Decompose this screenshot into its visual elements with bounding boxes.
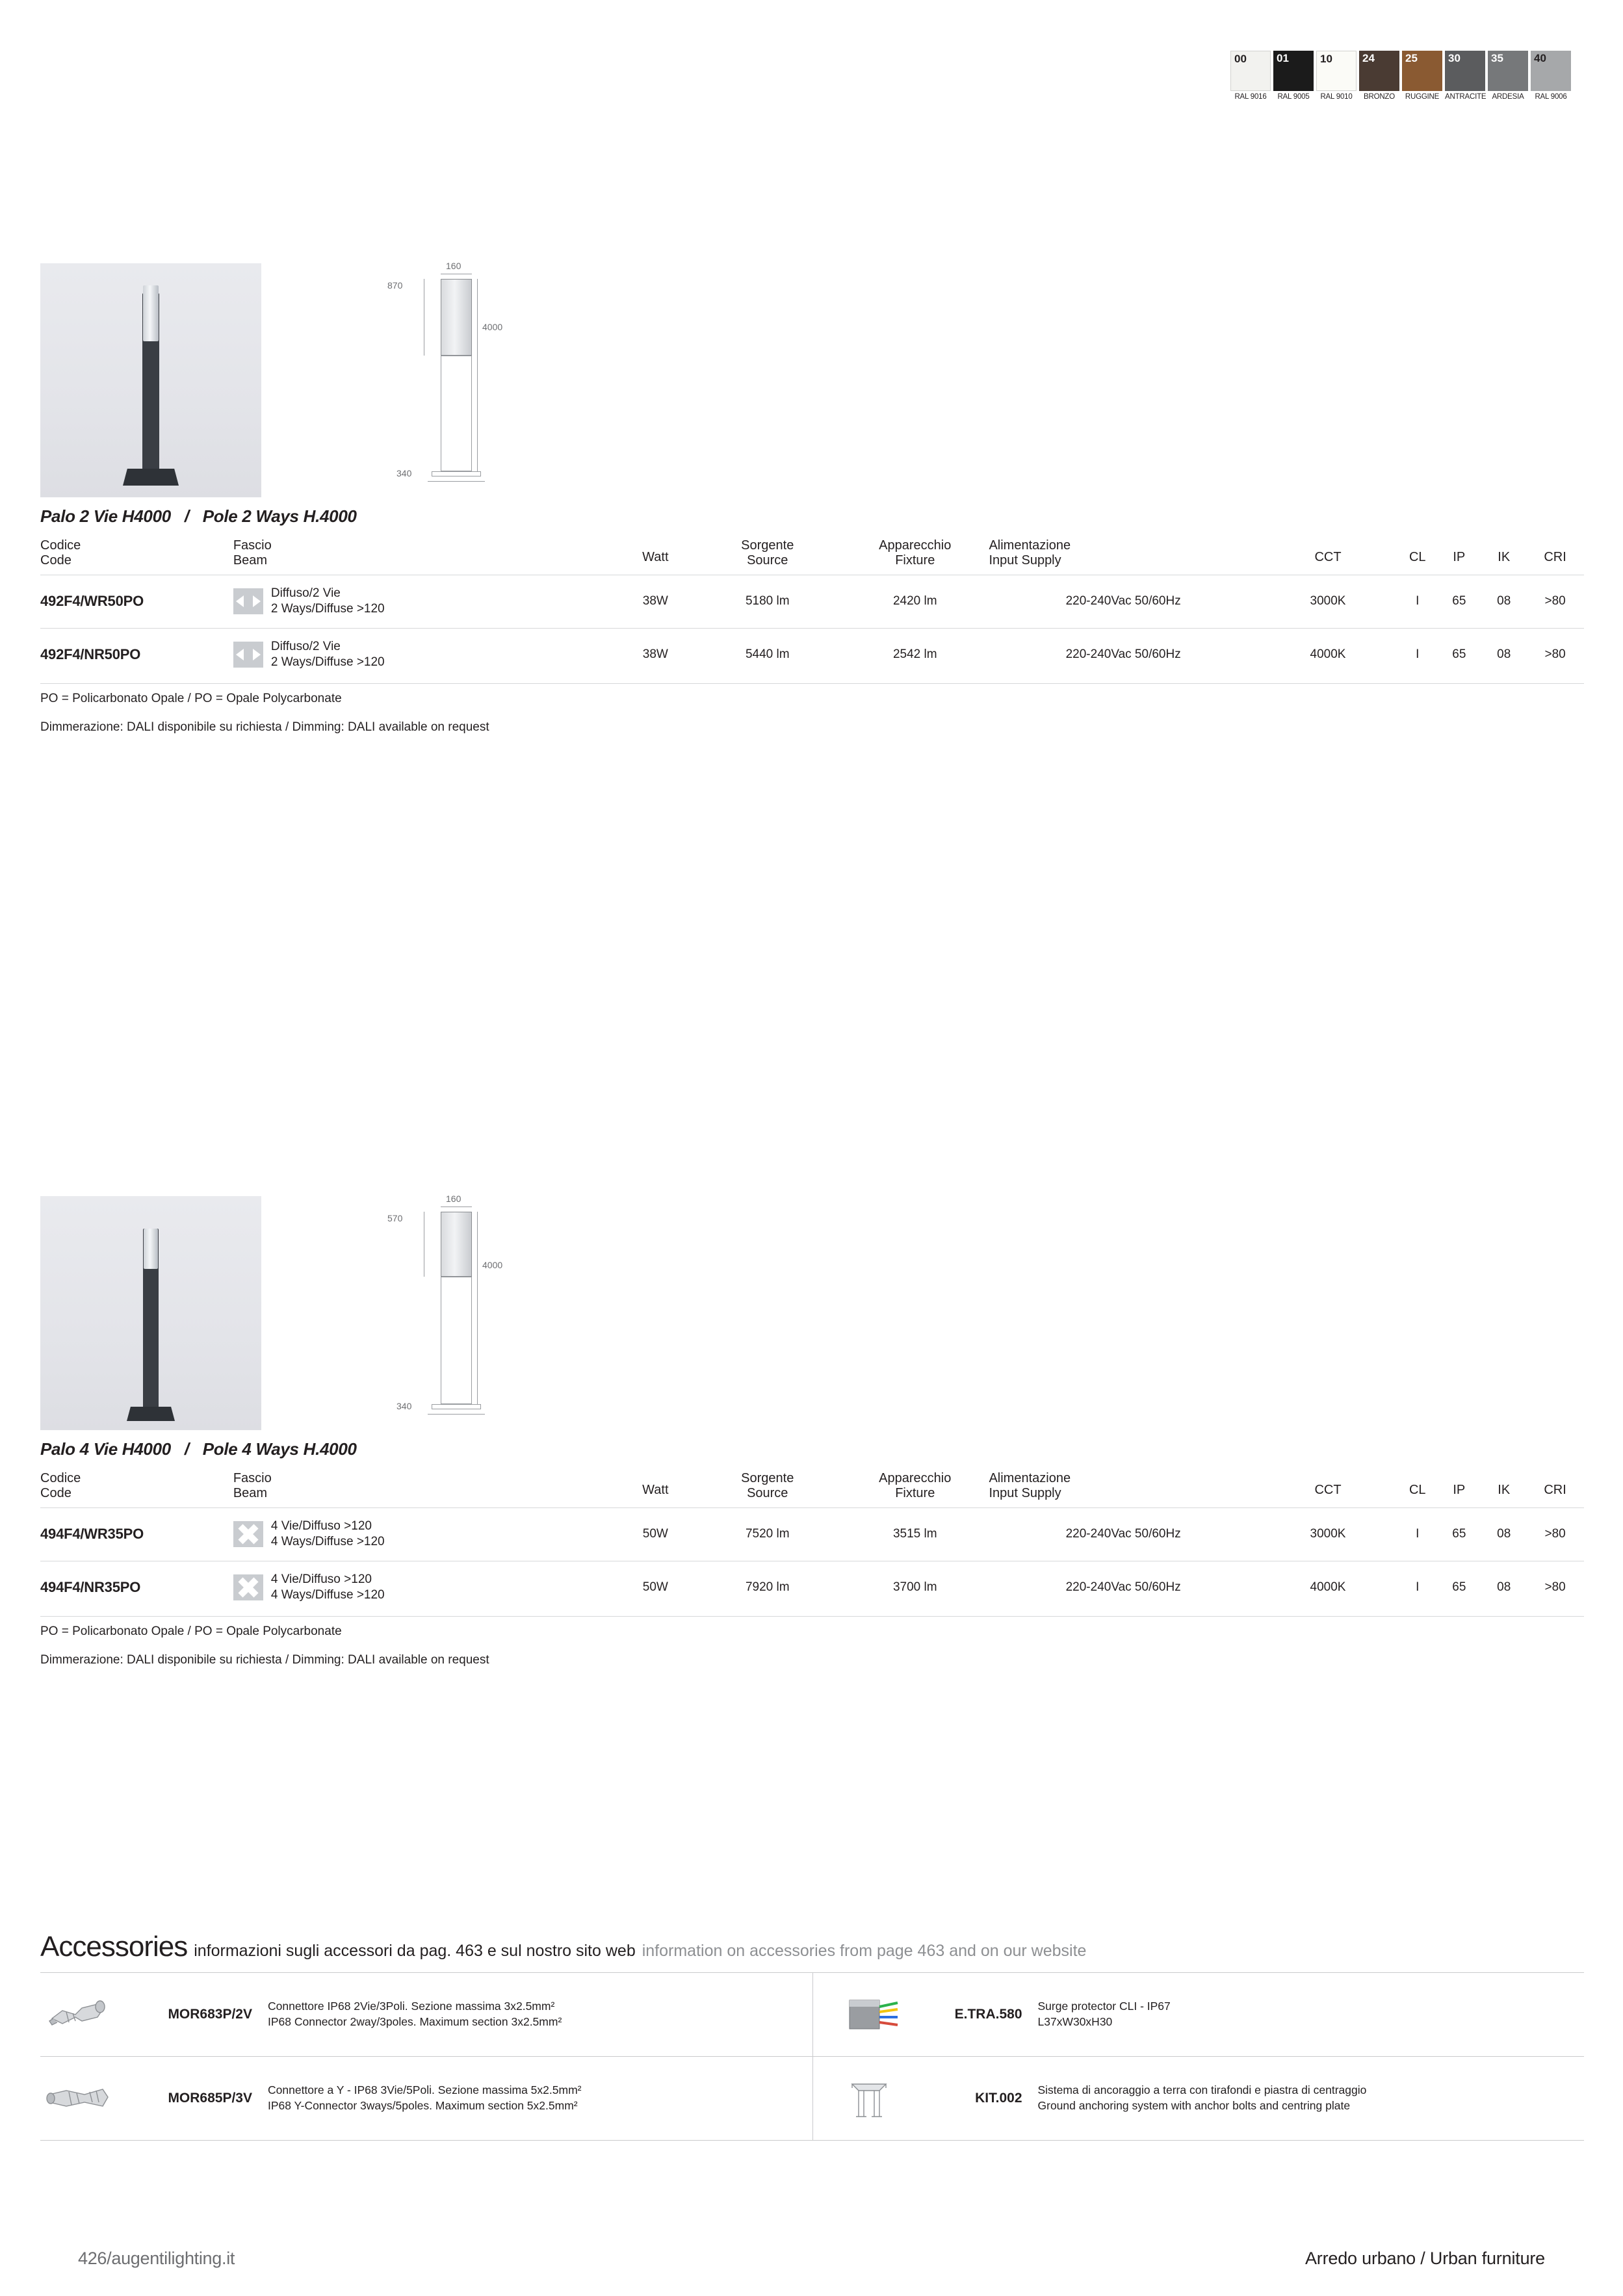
- cell-beam: [233, 628, 617, 681]
- accessory-cell: [812, 1973, 1585, 2056]
- cell-ik: 08: [1481, 1508, 1526, 1561]
- swatch-chip: [1488, 51, 1528, 91]
- cell-source: 5180 lm: [694, 575, 841, 629]
- th-ik: IK: [1498, 550, 1511, 564]
- cell-source: 5440 lm: [694, 628, 841, 681]
- product-title-it: Palo 2 Vie H4000: [40, 506, 171, 526]
- pole-base: [123, 469, 179, 486]
- accessory-description: [1038, 1999, 1171, 2029]
- technical-drawing: [359, 1190, 593, 1430]
- product-media-row: [40, 257, 1584, 497]
- accessory-desc-en: L37xW30xH30: [1037, 2015, 1113, 2028]
- beam-text: [271, 586, 385, 618]
- accessories-title: Accessories: [40, 1931, 188, 1963]
- pole-diffuser: [144, 1229, 158, 1269]
- cell-cri: >80: [1526, 1508, 1584, 1561]
- note-dimming: Dimmerazione: DALI disponibile su richiesta / Dimming: DALI available on request: [40, 1653, 489, 1667]
- accessory-desc-en: Ground anchoring system with anchor bolts and centring plate: [1037, 2099, 1351, 2112]
- product-notes: [40, 1616, 1584, 1675]
- beam-text-it: Diffuso/2 Vie: [270, 639, 341, 653]
- th-cl: CL: [1409, 1483, 1426, 1497]
- note-material: PO = Policarbonato Opale / PO = Opale Polycarbonate: [40, 1616, 1584, 1647]
- beam-text-en: 4 Ways/Diffuse >120: [270, 1535, 385, 1549]
- cell-watt: 38W: [617, 628, 694, 681]
- th-fixture-en: Fixture: [895, 1486, 935, 1500]
- drawing-dim-height: 4000: [482, 1260, 503, 1270]
- beam-4-ways-icon: [233, 1574, 263, 1600]
- beam-4-ways-icon: [233, 1521, 263, 1547]
- cell-cct: 4000K: [1258, 628, 1398, 681]
- drawing-dim-head: 870: [387, 280, 403, 291]
- cell-cl: I: [1398, 575, 1436, 629]
- drawing-column: [441, 1277, 472, 1404]
- th-supply: [989, 536, 1257, 575]
- accessory-cell: [812, 2057, 1585, 2140]
- th-fixture: [841, 1468, 989, 1508]
- beam-2-ways-icon: [233, 642, 263, 668]
- page-title: [40, 506, 1584, 527]
- th-beam: [233, 536, 617, 575]
- swatch-code: 00: [1234, 53, 1247, 65]
- product-title-it: Palo 4 Vie H4000: [40, 1439, 171, 1459]
- cell-supply: 220-240Vac 50/60Hz: [989, 1561, 1257, 1613]
- table-row: [40, 628, 1584, 681]
- swatch-chip: [1445, 51, 1485, 91]
- th-supply-it: Alimentazione: [989, 538, 1071, 553]
- accessory-code: MOR685P/3V: [168, 2091, 252, 2106]
- th-code-en: Code: [40, 553, 71, 567]
- cell-fixture: 3515 lm: [841, 1508, 989, 1561]
- th-beam: [233, 1468, 617, 1508]
- cell-source: 7520 lm: [694, 1508, 841, 1561]
- accessory-cell: [40, 1973, 812, 2056]
- beam-text-it: 4 Vie/Diffuso >120: [270, 1519, 372, 1533]
- accessory-desc-it: Surge protector CLI - IP67: [1037, 2000, 1171, 2013]
- technical-drawing: [359, 257, 593, 497]
- accessory-desc-it: Connettore IP68 2Vie/3Poli. Sezione massima 3x2.5mm²: [268, 2000, 555, 2013]
- swatch-10: [1316, 51, 1357, 101]
- accessory-desc-it: Connettore a Y - IP68 3Vie/5Poli. Sezione massima 5x2.5mm²: [268, 2083, 582, 2097]
- cell-cri: >80: [1526, 1561, 1584, 1613]
- cell-supply: 220-240Vac 50/60Hz: [989, 628, 1257, 681]
- accessory-desc-it: Sistema di ancoraggio a terra con tirafondi e piastra di centraggio: [1037, 2083, 1367, 2097]
- beam-text-it: Diffuso/2 Vie: [270, 586, 341, 600]
- cell-cct: 4000K: [1258, 1561, 1398, 1613]
- swatch-chip: [1273, 51, 1314, 91]
- accessory-cell: [40, 2057, 812, 2140]
- th-code-en: Code: [40, 1486, 71, 1500]
- th-fixture-it: Apparecchio: [879, 1471, 952, 1485]
- th-cri: CRI: [1544, 550, 1566, 564]
- th-code-it: Codice: [40, 1471, 81, 1485]
- cell-cl: I: [1398, 1508, 1436, 1561]
- title-separator: /: [184, 506, 189, 526]
- drawing-dim-top: 160: [446, 1194, 461, 1204]
- beam-2-ways-icon: [233, 588, 263, 614]
- swatch-24: [1359, 51, 1399, 101]
- accessory-description: [268, 2083, 581, 2113]
- swatch-chip: [1316, 51, 1357, 91]
- swatch-40: [1531, 51, 1571, 101]
- swatch-code: 30: [1448, 52, 1461, 64]
- cell-cct: 3000K: [1258, 1508, 1398, 1561]
- product-photo: [40, 1196, 261, 1430]
- beam-text-it: 4 Vie/Diffuso >120: [270, 1572, 372, 1586]
- drawing-foot-plate: [432, 471, 481, 476]
- cell-watt: 50W: [617, 1508, 694, 1561]
- cell-source: 7920 lm: [694, 1561, 841, 1613]
- swatch-35: [1488, 51, 1528, 101]
- swatch-code: 40: [1534, 52, 1546, 64]
- th-beam-en: Beam: [233, 553, 268, 567]
- note-dimming: Dimmerazione: DALI disponibile su richiesta / Dimming: DALI available on request: [40, 720, 489, 735]
- cell-ip: 65: [1436, 628, 1481, 681]
- swatch-chip: [1359, 51, 1399, 91]
- spec-header-row: [40, 536, 1584, 575]
- cell-ik: 08: [1481, 1561, 1526, 1613]
- drawing-lamp-head: [441, 1212, 472, 1277]
- accessories-table: [40, 1972, 1584, 2141]
- cell-fixture: 3700 lm: [841, 1561, 989, 1613]
- th-code: [40, 536, 233, 575]
- th-supply-en: Input Supply: [989, 1486, 1061, 1500]
- swatch-name: RAL 9016: [1234, 93, 1267, 101]
- accessories-subtitle-en: information on accessories from page 463 and on our website: [642, 1942, 1087, 1960]
- product-block-pole-4-ways: [40, 1190, 1584, 1675]
- th-source: [694, 1468, 841, 1508]
- colour-swatch-bar: [1230, 51, 1571, 101]
- accessory-desc-en: IP68 Connector 2way/3poles. Maximum section 3x2.5mm²: [268, 2015, 562, 2028]
- th-source-it: Sorgente: [741, 538, 794, 553]
- th-source-en: Source: [747, 553, 788, 567]
- swatch-code: 25: [1405, 52, 1418, 64]
- th-ip: IP: [1453, 1483, 1466, 1497]
- swatch-30: [1445, 51, 1485, 101]
- pole-base: [127, 1407, 175, 1421]
- th-source-it: Sorgente: [741, 1471, 794, 1485]
- swatch-name: RUGGINE: [1405, 93, 1440, 101]
- beam-text: [271, 1572, 385, 1604]
- cell-ip: 65: [1436, 1561, 1481, 1613]
- accessory-code: MOR683P/2V: [168, 2007, 252, 2022]
- table-row: [40, 575, 1584, 629]
- cell-fixture: 2420 lm: [841, 575, 989, 629]
- accessories-header: [40, 1931, 1584, 1963]
- swatch-chip: [1531, 51, 1571, 91]
- table-row: [40, 1508, 1584, 1561]
- th-fixture-it: Apparecchio: [879, 538, 952, 553]
- beam-text: [271, 639, 385, 671]
- cell-cct: 3000K: [1258, 575, 1398, 629]
- page-footer: [0, 2249, 1623, 2269]
- cell-cl: I: [1398, 628, 1436, 681]
- swatch-25: [1402, 51, 1442, 101]
- accessory-row: [40, 1973, 1584, 2057]
- cell-code: 492F4/WR50PO: [40, 575, 233, 629]
- th-beam-en: Beam: [233, 1486, 268, 1500]
- accessory-desc-en: IP68 Y-Connector 3ways/5poles. Maximum section 5x2.5mm²: [268, 2099, 578, 2112]
- accessories-section: [40, 1931, 1584, 2141]
- surge-protector-icon: [830, 1985, 908, 2044]
- cell-ip: 65: [1436, 575, 1481, 629]
- accessory-code: KIT.002: [975, 2091, 1022, 2106]
- cell-code: 494F4/WR35PO: [40, 1508, 233, 1561]
- spec-table: [40, 536, 1584, 681]
- th-beam-it: Fascio: [233, 1471, 272, 1485]
- swatch-code: 24: [1362, 52, 1375, 64]
- th-fixture: [841, 536, 989, 575]
- swatch-00: [1230, 51, 1271, 101]
- cell-beam: [233, 1561, 617, 1613]
- swatch-name: RAL 9005: [1277, 93, 1310, 101]
- spec-table: [40, 1468, 1584, 1613]
- th-ik: IK: [1498, 1483, 1511, 1497]
- cell-beam: [233, 575, 617, 629]
- th-code-it: Codice: [40, 538, 81, 553]
- accessories-subtitle-it: informazioni sugli accessori da pag. 463 e sul nostro sito web: [194, 1942, 636, 1960]
- product-block-pole-2-ways: [40, 257, 1584, 742]
- drawing-vline-height: [477, 1212, 478, 1407]
- title-separator: /: [184, 1439, 189, 1459]
- page-title: [40, 1439, 1584, 1459]
- pole-diffuser: [143, 285, 159, 341]
- swatch-name: RAL 9006: [1535, 93, 1567, 101]
- th-watt: Watt: [642, 1483, 669, 1497]
- th-code: [40, 1468, 233, 1508]
- beam-text-en: 4 Ways/Diffuse >120: [270, 1587, 385, 1602]
- drawing-foot-plate: [432, 1404, 481, 1409]
- drawing-column: [441, 356, 472, 471]
- cell-supply: 220-240Vac 50/60Hz: [989, 1508, 1257, 1561]
- footer-page-number: 426/augentilighting.it: [78, 2249, 235, 2268]
- th-cct: CCT: [1314, 1483, 1342, 1497]
- cell-cl: I: [1398, 1561, 1436, 1613]
- cell-watt: 38W: [617, 575, 694, 629]
- cell-watt: 50W: [617, 1561, 694, 1613]
- accessory-description: [1038, 2083, 1367, 2113]
- accessory-description: [268, 1999, 562, 2029]
- th-supply: [989, 1468, 1257, 1508]
- cell-supply: 220-240Vac 50/60Hz: [989, 575, 1257, 629]
- swatch-name: ANTRACITE: [1445, 93, 1487, 101]
- cell-code: 494F4/NR35PO: [40, 1561, 233, 1613]
- cell-cri: >80: [1526, 575, 1584, 629]
- table-row: [40, 1561, 1584, 1613]
- accessory-row: [40, 2057, 1584, 2140]
- drawing-dim-head: 570: [387, 1213, 403, 1223]
- product-title-en: Pole 4 Ways H.4000: [202, 1439, 357, 1459]
- footer-section-label: Arredo urbano / Urban furniture: [1305, 2249, 1545, 2268]
- cell-ik: 08: [1481, 628, 1526, 681]
- drawing-hline-base: [428, 1414, 485, 1415]
- anchor-kit-icon: [830, 2068, 908, 2128]
- beam-text-en: 2 Ways/Diffuse >120: [270, 602, 385, 616]
- cell-ik: 08: [1481, 575, 1526, 629]
- th-fixture-en: Fixture: [895, 553, 935, 567]
- product-photo: [40, 263, 261, 497]
- product-title-en: Pole 2 Ways H.4000: [202, 506, 357, 526]
- drawing-dim-height: 4000: [482, 322, 503, 332]
- th-beam-it: Fascio: [233, 538, 272, 553]
- th-supply-it: Alimentazione: [989, 1471, 1071, 1485]
- swatch-code: 35: [1491, 52, 1503, 64]
- cell-code: 492F4/NR50PO: [40, 628, 233, 681]
- product-notes: [40, 683, 1584, 742]
- drawing-dim-top: 160: [446, 261, 461, 271]
- th-supply-en: Input Supply: [989, 553, 1061, 567]
- accessory-code: E.TRA.580: [954, 2007, 1022, 2022]
- swatch-name: ARDESIA: [1492, 93, 1524, 101]
- beam-text: [271, 1519, 385, 1550]
- beam-text-en: 2 Ways/Diffuse >120: [270, 655, 385, 669]
- th-cri: CRI: [1544, 1483, 1566, 1497]
- drawing-dim-base: 340: [396, 468, 412, 478]
- drawing-vline-height: [477, 279, 478, 474]
- cell-ip: 65: [1436, 1508, 1481, 1561]
- swatch-01: [1273, 51, 1314, 101]
- th-watt: Watt: [642, 550, 669, 564]
- cell-beam: [233, 1508, 617, 1561]
- swatch-chip: [1230, 51, 1271, 91]
- th-cct: CCT: [1314, 550, 1342, 564]
- th-source-en: Source: [747, 1486, 788, 1500]
- swatch-name: BRONZO: [1364, 93, 1395, 101]
- drawing-dim-base: 340: [396, 1401, 412, 1411]
- th-cl: CL: [1409, 550, 1426, 564]
- swatch-name: RAL 9010: [1320, 93, 1353, 101]
- th-ip: IP: [1453, 550, 1466, 564]
- product-media-row: [40, 1190, 1584, 1430]
- cell-cri: >80: [1526, 628, 1584, 681]
- connector-icon: [40, 1985, 118, 2044]
- spec-header-row: [40, 1468, 1584, 1508]
- swatch-code: 10: [1320, 53, 1332, 65]
- drawing-lamp-head: [441, 279, 472, 356]
- y-connector-icon: [40, 2068, 118, 2128]
- swatch-code: 01: [1277, 52, 1289, 64]
- th-source: [694, 536, 841, 575]
- note-material: PO = Policarbonato Opale / PO = Opale Polycarbonate: [40, 683, 1584, 714]
- drawing-hline-base: [428, 481, 485, 482]
- swatch-chip: [1402, 51, 1442, 91]
- cell-fixture: 2542 lm: [841, 628, 989, 681]
